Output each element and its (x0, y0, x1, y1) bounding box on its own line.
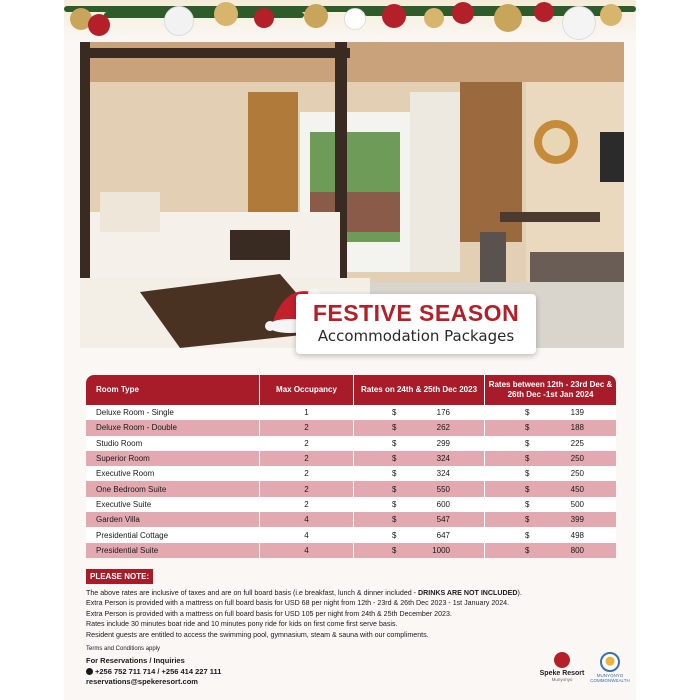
phone-numbers[interactable]: +256 752 711 714 / +256 414 227 111 (95, 666, 222, 676)
contact-block (86, 656, 221, 688)
table-row (86, 527, 616, 542)
reservations-label: For Reservations / Inquiries (86, 656, 185, 665)
occupancy: 2 (260, 436, 354, 451)
rate-other: 188 (570, 423, 584, 433)
currency: $ (525, 499, 530, 509)
please-note-label: PLEASE NOTE: (86, 569, 153, 584)
rate-christmas: 176 (436, 408, 450, 418)
table-row (86, 420, 616, 435)
rate-christmas: 324 (436, 454, 450, 464)
rate-other: 500 (570, 499, 584, 509)
page-subtitle: Accommodation Packages (317, 327, 515, 345)
logo-name: Speke Resort (539, 670, 585, 677)
rate-christmas: 262 (436, 423, 450, 433)
currency: $ (392, 408, 397, 418)
commonwealth-logo (590, 652, 630, 683)
header-max-occupancy: Max Occupancy (260, 375, 354, 405)
table-row (86, 497, 616, 512)
room-name: Executive Suite (86, 497, 260, 512)
occupancy: 2 (260, 497, 354, 512)
page-title: FESTIVE SEASON (312, 300, 520, 326)
rate-christmas: 547 (436, 515, 450, 525)
table-row (86, 451, 616, 466)
note-line: Extra Person is provided with a mattress on full board basis for USD 105 per night from 24th & 25th December 2023. (86, 609, 452, 618)
occupancy: 4 (260, 512, 354, 527)
table-row (86, 405, 616, 420)
phone-line (86, 667, 221, 678)
occupancy: 2 (260, 466, 354, 481)
logo-place: Munyonyo (551, 677, 573, 682)
note-text: ). (517, 589, 522, 597)
header-rate-other: Rates between 12th - 23rd Dec & 26th Dec -1st Jan 2024 (485, 375, 616, 405)
table-row (86, 466, 616, 481)
currency: $ (525, 530, 530, 540)
currency: $ (525, 545, 530, 555)
room-name: Studio Room (86, 436, 260, 451)
note-text: The above rates are inclusive of taxes and are on full board basis (i.e breakfast, lunch & dinner included - (86, 589, 419, 597)
rate-other: 399 (570, 515, 584, 525)
room-name: Executive Room (86, 466, 260, 481)
rate-other: 139 (570, 408, 584, 418)
currency: $ (525, 515, 530, 525)
table-header-row (86, 375, 616, 405)
header-room-type: Room Type (86, 375, 260, 405)
occupancy: 2 (260, 451, 354, 466)
currency: $ (525, 484, 530, 494)
rate-christmas: 550 (436, 484, 450, 494)
speke-resort-logo (535, 652, 589, 682)
note-line: Resident guests are entitled to access the swimming pool, gymnasium, steam & sauna with our compliments. (86, 630, 429, 639)
occupancy: 4 (260, 527, 354, 542)
rate-other: 250 (570, 454, 584, 464)
email-link[interactable]: reservations@spekeresort.com (86, 677, 198, 686)
room-name: One Bedroom Suite (86, 481, 260, 496)
commonwealth-emblem-icon (600, 652, 620, 672)
note-emphasis: DRINKS ARE NOT INCLUDED (418, 589, 518, 597)
rates-table (86, 375, 616, 558)
rate-other: 450 (570, 484, 584, 494)
note-line (86, 588, 626, 598)
rate-christmas: 299 (436, 438, 450, 448)
title-badge (296, 294, 536, 354)
phone-icon (86, 668, 93, 675)
room-name: Garden Villa (86, 512, 260, 527)
room-name: Presidential Cottage (86, 527, 260, 542)
christmas-bauble-icon (382, 4, 406, 28)
room-name: Deluxe Room - Double (86, 420, 260, 435)
rates-table-body (86, 405, 616, 558)
room-name: Presidential Suite (86, 543, 260, 558)
currency: $ (392, 469, 397, 479)
currency: $ (525, 454, 530, 464)
currency: $ (392, 515, 397, 525)
note-line: Rates include 30 minutes boat ride and 10 minutes pony ride for kids on first come first serve basis. (86, 620, 398, 629)
currency: $ (525, 408, 530, 418)
terms-text: Terms and Conditions apply (86, 646, 161, 652)
currency: $ (392, 423, 397, 433)
currency: $ (392, 454, 397, 464)
rate-christmas: 324 (436, 469, 450, 479)
christmas-bauble-icon (600, 4, 622, 26)
occupancy: 1 (260, 405, 354, 420)
table-row (86, 543, 616, 558)
christmas-bauble-icon (214, 2, 238, 26)
christmas-bauble-icon (344, 8, 366, 30)
note-line: Extra Person is provided with a mattress on full board basis for USD 68 per night from 12th - 23rd & 26th Dec 2023 - 1st January 2024. (86, 599, 510, 608)
occupancy: 2 (260, 420, 354, 435)
flyer-page (64, 0, 636, 700)
logo-name: MUNYONYO COMMONWEALTH (590, 673, 630, 683)
christmas-bauble-icon (254, 8, 274, 28)
christmas-bauble-icon (304, 4, 328, 28)
room-name: Deluxe Room - Single (86, 405, 260, 420)
notes-block (86, 588, 626, 640)
rate-other: 498 (570, 530, 584, 540)
currency: $ (525, 438, 530, 448)
resort-emblem-icon (554, 652, 570, 668)
currency: $ (525, 469, 530, 479)
currency: $ (392, 499, 397, 509)
occupancy: 4 (260, 543, 354, 558)
currency: $ (392, 438, 397, 448)
rate-christmas: 1000 (432, 545, 450, 555)
occupancy: 2 (260, 481, 354, 496)
christmas-bauble-icon (164, 6, 194, 36)
currency: $ (525, 423, 530, 433)
christmas-ornament-banner (64, 0, 636, 42)
rate-christmas: 647 (436, 530, 450, 540)
header-rate-christmas: Rates on 24th & 25th Dec 2023 (354, 375, 485, 405)
rate-other: 225 (570, 438, 584, 448)
table-row (86, 436, 616, 451)
rate-other: 250 (570, 469, 584, 479)
table-row (86, 512, 616, 527)
table-row (86, 481, 616, 496)
christmas-bauble-icon (494, 4, 522, 32)
christmas-bauble-icon (424, 8, 444, 28)
christmas-bauble-icon (88, 14, 110, 36)
christmas-bauble-icon (562, 6, 596, 40)
currency: $ (392, 530, 397, 540)
christmas-bauble-icon (452, 2, 474, 24)
christmas-bauble-icon (534, 2, 554, 22)
room-name: Superior Room (86, 451, 260, 466)
rate-other: 800 (570, 545, 584, 555)
currency: $ (392, 545, 397, 555)
currency: $ (392, 484, 397, 494)
rate-christmas: 600 (436, 499, 450, 509)
